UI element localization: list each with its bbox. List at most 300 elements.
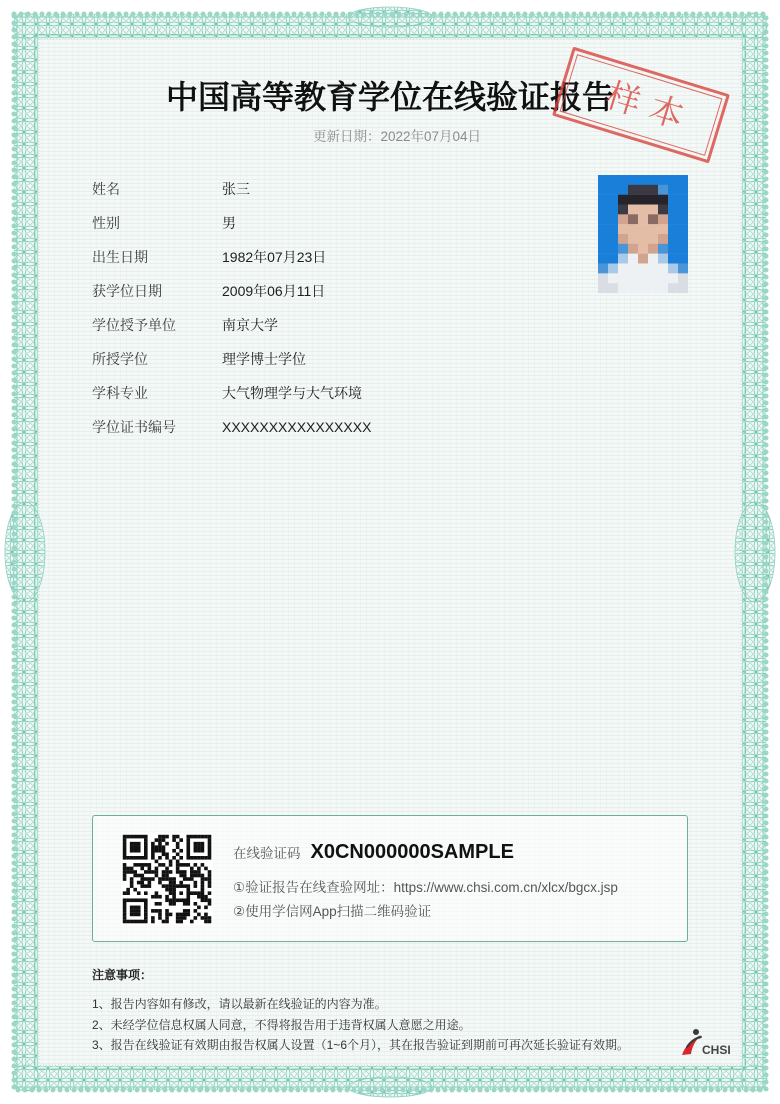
qr-module (158, 838, 162, 842)
field-row-gender (92, 213, 572, 247)
qr-module (144, 870, 148, 874)
qr-module (197, 891, 201, 895)
verification-code-label: 在线验证码 (233, 846, 301, 861)
qr-module (140, 920, 144, 924)
field-row-major (92, 383, 572, 417)
qr-module (176, 845, 180, 849)
qr-module (179, 863, 183, 867)
qr-module (148, 884, 152, 888)
qr-module (155, 895, 159, 899)
qr-module (186, 891, 190, 895)
qr-module (130, 870, 134, 874)
qr-module (194, 902, 198, 906)
qr-module (144, 863, 148, 867)
qr-module (162, 920, 166, 924)
qr-module (197, 874, 201, 878)
qr-module (151, 916, 155, 920)
qr-module (155, 870, 159, 874)
photo-pixel (628, 205, 638, 215)
qr-module (201, 849, 205, 853)
qr-module (155, 867, 159, 871)
photo-pixel (678, 224, 688, 234)
photo-pixel (678, 205, 688, 215)
qr-module (165, 884, 169, 888)
qr-module (130, 884, 134, 888)
qr-module (126, 870, 130, 874)
photo-pixel (658, 273, 668, 283)
qr-module (130, 845, 134, 849)
qr-module (155, 860, 159, 864)
field-label: 学位授予单位 (92, 317, 176, 333)
qr-module (140, 867, 144, 871)
field-value: 理学博士学位 (222, 351, 306, 367)
qr-module (144, 845, 148, 849)
qr-module (172, 902, 176, 906)
qr-module (158, 881, 162, 885)
qr-module (144, 838, 148, 842)
field-value: 男 (222, 215, 236, 231)
qr-module (123, 867, 127, 871)
photo-pixel (678, 234, 688, 244)
qr-module (133, 835, 137, 839)
qr-module (183, 913, 187, 917)
qr-module (148, 877, 152, 881)
qr-module (144, 909, 148, 913)
qr-module (204, 913, 208, 917)
field-label: 姓名 (92, 181, 120, 197)
qr-module (172, 895, 176, 899)
photo-pixel (658, 264, 668, 274)
qr-module (190, 891, 194, 895)
qr-module (194, 884, 198, 888)
qr-module (137, 909, 141, 913)
photo-pixel (678, 254, 688, 264)
qr-module (140, 898, 144, 902)
photo-pixel (638, 264, 648, 274)
qr-module (179, 898, 183, 902)
qr-module (165, 867, 169, 871)
photo-pixel (658, 234, 668, 244)
qr-module (123, 863, 127, 867)
qr-module (208, 874, 212, 878)
qr-module (158, 895, 162, 899)
qr-module (151, 920, 155, 924)
degree-info-list (92, 179, 572, 451)
qr-module (172, 877, 176, 881)
qr-module (172, 888, 176, 892)
qr-module (183, 902, 187, 906)
field-value: 1982年07月23日 (222, 249, 327, 265)
qr-module (208, 849, 212, 853)
field-value: 大气物理学与大气环境 (222, 385, 362, 401)
qr-module (123, 909, 127, 913)
qr-module (186, 884, 190, 888)
qr-module (133, 920, 137, 924)
qr-module (155, 845, 159, 849)
qr-module (137, 863, 141, 867)
qr-module (186, 909, 190, 913)
qr-module (194, 874, 198, 878)
photo-pixel (658, 283, 668, 293)
qr-module (186, 838, 190, 842)
qr-module (123, 906, 127, 910)
qr-module (165, 870, 169, 874)
qr-module (133, 898, 137, 902)
photo-pixel (668, 205, 678, 215)
photo-pixel (668, 175, 678, 185)
qr-module (176, 916, 180, 920)
qr-module (197, 856, 201, 860)
photo-pixel (668, 254, 678, 264)
qr-module (197, 842, 201, 846)
qr-module (208, 884, 212, 888)
note-item: 2、未经学位信息权属人同意，不得将报告用于违背权属人意愿之用途。 (92, 1018, 471, 1032)
qr-module (140, 835, 144, 839)
qr-module (179, 870, 183, 874)
verification-code: X0CN000000SAMPLE (310, 840, 514, 863)
qr-module (194, 909, 198, 913)
photo-pixel (668, 264, 678, 274)
qr-module (162, 863, 166, 867)
qr-module (133, 888, 137, 892)
qr-module (169, 884, 173, 888)
qr-module (194, 842, 198, 846)
photo-pixel (628, 283, 638, 293)
qr-module (197, 895, 201, 899)
qr-module (123, 849, 127, 853)
qr-module (190, 877, 194, 881)
photo-pixel (678, 214, 688, 224)
photo-pixel (628, 185, 638, 195)
qr-module (176, 920, 180, 924)
qr-module (169, 913, 173, 917)
qr-module (201, 891, 205, 895)
field-label: 获学位日期 (92, 283, 162, 299)
qr-module (123, 877, 127, 881)
qr-module (172, 891, 176, 895)
field-row-certificate-number (92, 417, 572, 451)
qr-module (179, 881, 183, 885)
qr-module (186, 842, 190, 846)
qr-module (169, 902, 173, 906)
qr-module (158, 863, 162, 867)
qr-module (183, 909, 187, 913)
photo-pixel (648, 175, 658, 185)
qr-module (165, 874, 169, 878)
verification-app-line: ②使用学信网App扫描二维码验证 (233, 904, 432, 919)
photo-pixel (608, 234, 618, 244)
qr-module (123, 902, 127, 906)
qr-module (130, 898, 134, 902)
qr-module (130, 913, 134, 917)
qr-module (169, 863, 173, 867)
qr-module (190, 920, 194, 924)
field-label: 学位证书编号 (92, 419, 176, 435)
photo-pixel (598, 254, 608, 264)
qr-module (169, 898, 173, 902)
qr-module (151, 852, 155, 856)
field-row-institution (92, 315, 572, 349)
qr-module (201, 898, 205, 902)
field-value: 张三 (222, 181, 250, 197)
photo-pixel (668, 185, 678, 195)
qr-module (194, 916, 198, 920)
photo-pixel (668, 234, 678, 244)
photo-pixel (598, 214, 608, 224)
photo-pixel (648, 185, 658, 195)
qr-module (158, 835, 162, 839)
photo-pixel (648, 244, 658, 254)
qr-module (133, 913, 137, 917)
qr-module (144, 898, 148, 902)
qr-module (140, 877, 144, 881)
qr-module (172, 881, 176, 885)
photo-pixel (618, 175, 628, 185)
qr-module (176, 842, 180, 846)
qr-module (194, 863, 198, 867)
photo-pixel (678, 175, 688, 185)
qr-module (179, 920, 183, 924)
qr-module (155, 891, 159, 895)
qr-module (208, 877, 212, 881)
qr-module (194, 856, 198, 860)
note-item: 3、报告在线验证有效期由报告权属人设置（1~6个月），其在报告验证到期前可再次延长验证有效期。 (92, 1038, 630, 1052)
qr-module (169, 860, 173, 864)
qr-module (162, 877, 166, 881)
photo-pixel (618, 214, 628, 224)
portrait-photo (598, 175, 688, 293)
qr-module (158, 856, 162, 860)
qr-module (204, 898, 208, 902)
qr-module (130, 867, 134, 871)
qr-module (194, 870, 198, 874)
qr-module (186, 913, 190, 917)
qr-module (197, 845, 201, 849)
qr-module (172, 849, 176, 853)
qr-module (151, 856, 155, 860)
qr-module (126, 898, 130, 902)
photo-pixel (648, 273, 658, 283)
qr-module (144, 842, 148, 846)
field-value: XXXXXXXXXXXXXXXX (222, 419, 372, 435)
qr-module (179, 874, 183, 878)
qr-module (208, 870, 212, 874)
qr-module (130, 877, 134, 881)
qr-module (158, 909, 162, 913)
qr-module (123, 835, 127, 839)
qr-module (137, 842, 141, 846)
qr-module (162, 849, 166, 853)
photo-pixel (618, 244, 628, 254)
qr-module (144, 884, 148, 888)
photo-pixel (598, 175, 608, 185)
qr-module (130, 909, 134, 913)
qr-module (165, 856, 169, 860)
qr-module (204, 906, 208, 910)
qr-module (165, 913, 169, 917)
qr-module (137, 913, 141, 917)
photo-pixel (648, 234, 658, 244)
qr-module (176, 863, 180, 867)
qr-module (158, 849, 162, 853)
qr-module (176, 913, 180, 917)
photo-pixel (618, 205, 628, 215)
photo-pixel (648, 214, 658, 224)
qr-module (162, 845, 166, 849)
qr-module (176, 835, 180, 839)
qr-module (130, 849, 134, 853)
qr-module (123, 920, 127, 924)
photo-pixel (628, 234, 638, 244)
qr-module (123, 856, 127, 860)
photo-pixel (638, 214, 648, 224)
qr-module (162, 838, 166, 842)
qr-module (204, 867, 208, 871)
qr-module (140, 884, 144, 888)
qr-module (148, 863, 152, 867)
qr-module (140, 881, 144, 885)
qr-module (137, 845, 141, 849)
qr-module (144, 835, 148, 839)
qr-module (126, 891, 130, 895)
qr-module (194, 849, 198, 853)
photo-pixel (628, 264, 638, 274)
photo-pixel (608, 205, 618, 215)
photo-pixel (668, 273, 678, 283)
photo-pixel (658, 185, 668, 195)
qr-module (165, 835, 169, 839)
field-row-name (92, 179, 572, 213)
qr-module (123, 852, 127, 856)
qr-module (208, 845, 212, 849)
photo-pixel (638, 175, 648, 185)
qr-module (165, 877, 169, 881)
qr-module (183, 870, 187, 874)
qr-module (133, 863, 137, 867)
qr-module (186, 895, 190, 899)
qr-module (208, 916, 212, 920)
photo-pixel (678, 283, 688, 293)
qr-module (123, 845, 127, 849)
qr-module (140, 856, 144, 860)
photo-pixel (668, 224, 678, 234)
qr-module (130, 835, 134, 839)
photo-pixel (608, 273, 618, 283)
verification-url-line: ①验证报告在线查验网址：https://www.chsi.com.cn/xlcx/bgcx.jsp (233, 880, 618, 895)
stamp-text: 样 本 (601, 75, 689, 137)
field-label: 性别 (92, 215, 120, 231)
photo-pixel (608, 283, 618, 293)
qr-module (208, 842, 212, 846)
photo-pixel (658, 254, 668, 264)
qr-module (126, 867, 130, 871)
qr-module (155, 909, 159, 913)
qr-module (201, 835, 205, 839)
verification-box (92, 815, 688, 942)
qr-module (204, 877, 208, 881)
qr-module (137, 881, 141, 885)
photo-pixel (648, 254, 658, 264)
qr-module (201, 916, 205, 920)
qr-module (208, 920, 212, 924)
qr-module (208, 838, 212, 842)
photo-pixel (678, 244, 688, 254)
qr-module (158, 845, 162, 849)
qr-module (151, 849, 155, 853)
qr-module (201, 895, 205, 899)
qr-module (158, 916, 162, 920)
qr-module (197, 913, 201, 917)
qr-module (186, 902, 190, 906)
photo-pixel (598, 264, 608, 274)
photo-pixel (628, 244, 638, 254)
photo-pixel (678, 273, 688, 283)
photo-pixel (608, 264, 618, 274)
qr-module (165, 920, 169, 924)
qr-module (140, 863, 144, 867)
qr-module (190, 867, 194, 871)
qr-module (133, 909, 137, 913)
qr-module (169, 881, 173, 885)
qr-module (186, 877, 190, 881)
qr-module (137, 920, 141, 924)
qr-module (208, 881, 212, 885)
qr-module (123, 913, 127, 917)
qr-module (133, 870, 137, 874)
qr-module (176, 860, 180, 864)
verification-code-row (233, 839, 514, 865)
qr-module (123, 891, 127, 895)
photo-pixel (608, 224, 618, 234)
field-label: 所授学位 (92, 351, 148, 367)
qr-module (201, 842, 205, 846)
qr-module (186, 898, 190, 902)
qr-module (186, 845, 190, 849)
qr-module (123, 842, 127, 846)
chsi-figure-head-icon (693, 1029, 699, 1035)
qr-module (190, 835, 194, 839)
qr-module (179, 838, 183, 842)
qr-module (126, 856, 130, 860)
qr-module (162, 884, 166, 888)
photo-pixel (638, 283, 648, 293)
qr-module (148, 867, 152, 871)
qr-module (144, 877, 148, 881)
photo-pixel (608, 244, 618, 254)
qr-module (204, 920, 208, 924)
qr-module (144, 916, 148, 920)
qr-module (144, 852, 148, 856)
qr-module (204, 895, 208, 899)
qr-module (201, 877, 205, 881)
photo-pixel (598, 224, 608, 234)
qr-module (144, 920, 148, 924)
photo-pixel (668, 214, 678, 224)
qr-module (123, 916, 127, 920)
qr-module (137, 835, 141, 839)
photo-pixel (618, 283, 628, 293)
qr-module (208, 852, 212, 856)
qr-module (144, 906, 148, 910)
qr-module (165, 888, 169, 892)
qr-module (133, 874, 137, 878)
qr-module (208, 856, 212, 860)
qr-module (169, 891, 173, 895)
qr-module (165, 916, 169, 920)
qr-module (176, 852, 180, 856)
qr-module (126, 920, 130, 924)
photo-pixel (618, 195, 628, 205)
